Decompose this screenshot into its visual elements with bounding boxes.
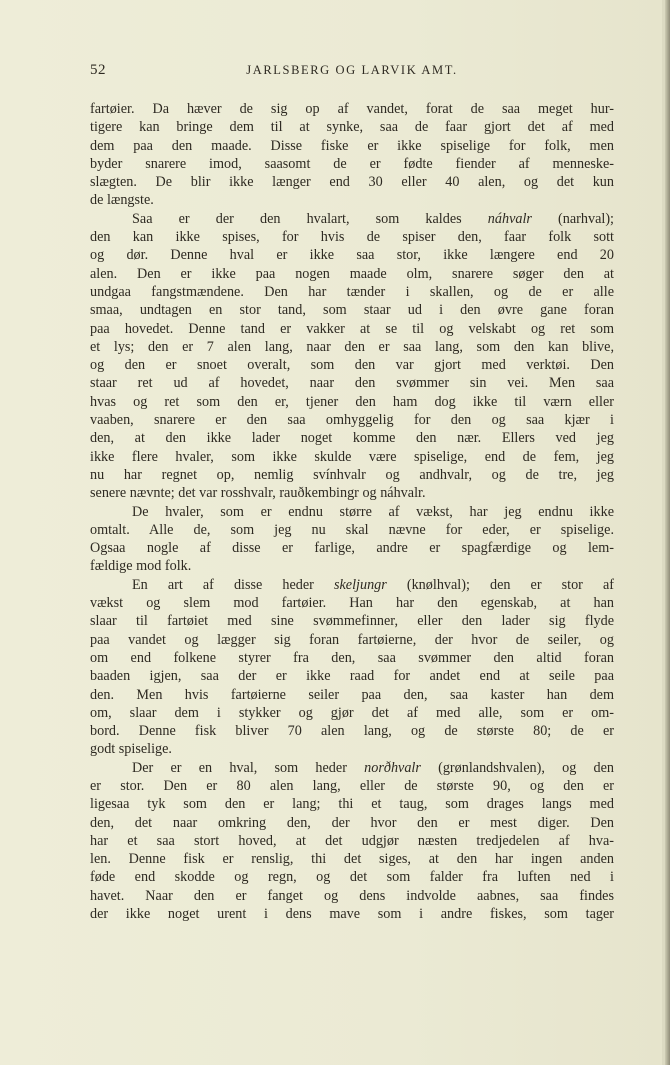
body-text (90, 100, 614, 923)
text-line: den kan ikke spises, for hvis de spiser den, faar folk sott (90, 229, 614, 246)
page-edge (665, 0, 670, 1065)
text-line: baaden igjen, saa der er ikke raad for andet end at seile paa (90, 668, 614, 685)
text-line: slægten. De blir ikke længer end 30 eller 40 alen, og det kun (90, 174, 614, 191)
italic-term: skeljungr (333, 576, 387, 593)
text-line: bord. Denne fisk bliver 70 alen lang, og de største 80; de er (90, 723, 614, 740)
text-line: ligesaa tyk som den er lang; thi et taug, som drages langs med (90, 796, 614, 813)
text-line: byder snarere imod, saasomt de er fødte fiender af menneske- (90, 155, 614, 172)
text-segment: En art af disse heder (132, 576, 334, 593)
text-line: De hvaler, som er endnu større af vækst, har jeg endnu ikke (132, 503, 614, 520)
text-line: er stor. Den er 80 alen lang, eller de største 90, og den er (90, 777, 614, 794)
text-segment: Saa er der den hvalart, som kaldes (132, 210, 488, 227)
text-line: den, det naar omkring den, der hvor den er mest diger. Den (90, 814, 614, 831)
text-line: de længste. (90, 192, 154, 209)
text-line: om end folkene styrer fra den, saa svømmer den altid foran (90, 649, 614, 666)
italic-term: náhvalr (487, 210, 532, 227)
text-line: slaar til fartøiet med sine svømmefinner, eller den lader sig flyde (90, 613, 614, 630)
text-line: tigere kan bringe dem til at synke, saa de faar gjort det af med (90, 119, 614, 136)
text-segment: (knølhval); den er stor af (386, 576, 614, 593)
text-line: len. Denne fisk er renslig, thi det siges, at den har ingen anden (90, 851, 614, 868)
text-line: undgaa fangstmændene. Den har tænder i skallen, og de er alle (90, 283, 614, 300)
text-line: vaaben, snarere er den saa omhyggelig for den og saa kjær i (90, 412, 614, 429)
text-line: paa hovedet. Denne tand er vakker at se til og velskabt og ret som (90, 320, 614, 337)
text-line: senere nævnte; det var rosshvalr, rauðkembingr og náhvalr. (90, 485, 426, 502)
text-line: godt spiselige. (90, 741, 172, 758)
text-line: der ikke noget urent i dens mave som i andre fiskes, som tager (90, 906, 614, 923)
text-segment: Der er en hval, som heder (132, 759, 365, 776)
text-line: og den er snoet overalt, som den var gjort med verktøi. Den (90, 357, 614, 374)
text-line (90, 759, 614, 777)
text-line: har et saa stort hoved, at det udgjør næsten tredjedelen af hva- (90, 832, 614, 849)
page-header (90, 62, 614, 82)
text-line: staar ret ud af hovedet, naar den svømmer sin vei. Men saa (90, 375, 614, 392)
text-line: paa vandet og lægger sig foran fartøierne, der hvor de seiler, og (90, 631, 614, 648)
text-segment: (grønlandshvalen), og den (420, 759, 614, 776)
text-line: og dør. Denne hval er ikke saa stor, ikke længere end 20 (90, 247, 614, 264)
text-segment: (narhval); (531, 210, 614, 227)
text-line: om, slaar dem i stykker og gjør det af med alle, som er om- (90, 704, 614, 721)
text-line: smaa, undtagen en stor tand, som staar ud i den øvre gane foran (90, 302, 614, 319)
text-line: alen. Den er ikke paa nogen maade olm, snarere søger den at (90, 265, 614, 282)
text-line: hvas og ret som den er, tjener den ham dog ikke til værn eller (90, 393, 614, 410)
text-line: den, at den ikke lader noget komme den nær. Ellers ved jeg (90, 430, 614, 447)
running-head: JARLSBERG OG LARVIK AMT. (246, 63, 458, 77)
text-line (90, 576, 614, 594)
text-line: fartøier. Da hæver de sig op af vandet, forat de saa meget hur- (90, 101, 614, 117)
text-line (90, 210, 614, 228)
text-line: vækst og slem mod fartøier. Han har den egenskab, at han (90, 595, 614, 612)
text-line: et lys; den er 7 alen lang, naar den er saa lang, som den kan blive, (90, 338, 614, 355)
page-number: 52 (90, 62, 106, 78)
text-line: havet. Naar den er fanget og dens indvolde aabnes, saa findes (90, 887, 614, 904)
italic-term: norðhvalr (364, 759, 421, 776)
text-line: omtalt. Alle de, som jeg nu skal nævne for eder, er spiselige. (90, 521, 614, 538)
text-line: føde end skodde og regn, og det som falder fra luften ned i (90, 869, 614, 886)
text-line: nu har regnet op, nemlig svínhvalr og andhvalr, og de tre, jeg (90, 466, 614, 483)
text-line: fældige mod folk. (90, 558, 192, 575)
text-line: Ogsaa nogle af disse er farlige, andre er spagfærdige og lem- (90, 540, 614, 557)
text-line: dem paa den maade. Disse fiske er ikke spiselige for folk, men (90, 137, 614, 154)
text-line: ikke flere hvaler, som ikke skulde være spiselige, end de fem, jeg (90, 448, 614, 465)
text-line: den. Men hvis fartøierne seiler paa den, saa kaster han dem (90, 686, 614, 703)
